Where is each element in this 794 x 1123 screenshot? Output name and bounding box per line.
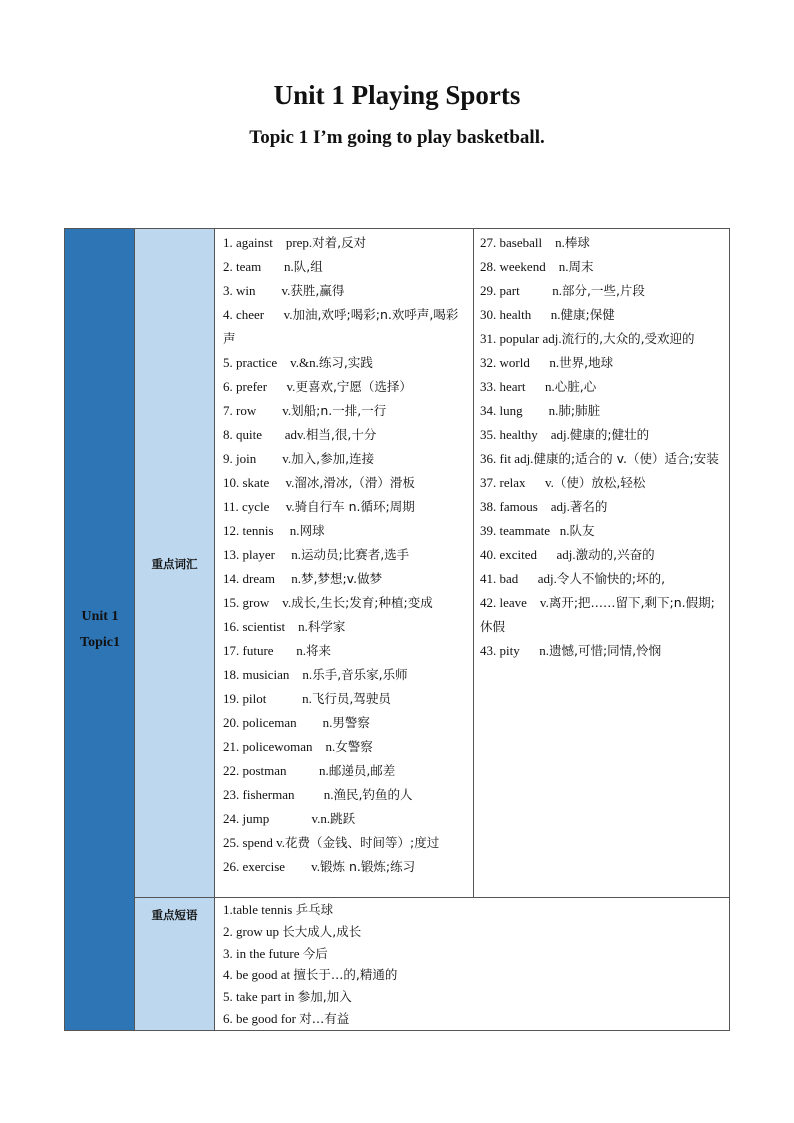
vocab-item xyxy=(480,279,723,303)
entry-chinese: 遗憾,可惜;同情,怜悯 xyxy=(548,643,662,658)
entry-chinese: 网球 xyxy=(299,523,325,538)
entry-chinese: 骑自行车 n.循环;周期 xyxy=(294,499,415,514)
entry-chinese: 参加,加入 xyxy=(297,989,352,1005)
phrase-item xyxy=(223,921,721,943)
entry-english: 38. famous adj. xyxy=(480,499,570,514)
entry-english: 34. lung n. xyxy=(480,403,559,418)
entry-english: 4. be good at xyxy=(223,967,294,983)
vocab-item xyxy=(480,375,723,399)
entry-english: 19. pilot n. xyxy=(223,691,312,706)
entry-chinese: 相当,很,十分 xyxy=(305,427,377,442)
entry-chinese: 部分,一些,片段 xyxy=(561,283,645,298)
entry-chinese: 今后 xyxy=(302,945,328,961)
entry-english: 3. in the future xyxy=(223,945,303,961)
entry-english: 31. popular adj. xyxy=(480,331,562,346)
entry-english: 7. row v. xyxy=(223,403,292,418)
vocab-item xyxy=(480,399,723,423)
entry-english: 6. prefer v. xyxy=(223,379,296,394)
entry-chinese: 擅长于…的,精通的 xyxy=(293,967,398,983)
vocab-item xyxy=(480,447,723,471)
unit-label: Unit 1 xyxy=(81,609,119,624)
vocab-item xyxy=(223,615,465,639)
vocab-item xyxy=(223,783,465,807)
vocab-item xyxy=(480,231,723,255)
phrase-item xyxy=(223,943,721,965)
vocab-item xyxy=(223,735,465,759)
entry-english: 11. cycle v. xyxy=(223,499,295,514)
vocab-item xyxy=(223,519,465,543)
vocab-item xyxy=(223,663,465,687)
entry-chinese: 健康;保健 xyxy=(560,307,615,322)
entry-chinese: 更喜欢,宁愿（选择） xyxy=(295,379,412,394)
entry-chinese: 队友 xyxy=(569,523,595,538)
vocab-item xyxy=(480,255,723,279)
entry-english: 36. fit adj. xyxy=(480,451,534,466)
entry-english: 23. fisherman n. xyxy=(223,787,334,802)
entry-english: 27. baseball n. xyxy=(480,235,565,250)
topic-label: Topic1 xyxy=(80,635,120,650)
vocab-item xyxy=(223,231,465,255)
vocab-item xyxy=(223,639,465,663)
vocab-list-right xyxy=(474,229,729,897)
vocab-item xyxy=(223,807,465,831)
entry-chinese: 划船;n.一排,一行 xyxy=(291,403,387,418)
entry-chinese: 离开;把……留下,剩下;n.假期;休假 xyxy=(480,595,715,634)
entry-chinese: （使）放松,轻松 xyxy=(553,475,646,490)
entry-chinese: 成长,生长;发育;种植;变成 xyxy=(291,595,433,610)
entry-english: 10. skate v. xyxy=(223,475,295,490)
entry-english: 33. heart n. xyxy=(480,379,555,394)
entry-english: 41. bad adj. xyxy=(480,571,557,586)
entry-english: 1. against prep. xyxy=(223,235,313,250)
unit-column xyxy=(65,229,135,1030)
entry-english: 25. spend v. xyxy=(223,835,285,850)
entry-chinese: 激动的,兴奋的 xyxy=(575,547,655,562)
entry-chinese: 周末 xyxy=(568,259,594,274)
vocab-item xyxy=(480,567,723,591)
entry-chinese: 溜冰,滑冰,（滑）滑板 xyxy=(294,475,415,490)
entry-chinese: 流行的,大众的,受欢迎的 xyxy=(561,331,695,346)
entry-chinese: 队,组 xyxy=(293,259,323,274)
entry-english: 18. musician n. xyxy=(223,667,313,682)
entry-chinese: 运动员;比赛者,选手 xyxy=(300,547,410,562)
vocab-item xyxy=(480,303,723,327)
entry-chinese: 梦,梦想;v.做梦 xyxy=(300,571,383,586)
phrase-item xyxy=(223,964,721,986)
vocab-item xyxy=(480,327,723,351)
vocab-item xyxy=(480,423,723,447)
entry-chinese: 将来 xyxy=(306,643,332,658)
vocab-item xyxy=(223,279,465,303)
entry-english: 14. dream n. xyxy=(223,571,301,586)
entry-english: 28. weekend n. xyxy=(480,259,569,274)
vocab-cell xyxy=(215,229,729,898)
entry-chinese: 练习,实践 xyxy=(318,355,373,370)
entry-chinese: 长大成人,成长 xyxy=(282,923,362,939)
entry-english: 5. practice v.&n. xyxy=(223,355,319,370)
entry-chinese: 飞行员,驾驶员 xyxy=(311,691,391,706)
unit-topic-label xyxy=(65,604,135,656)
phrase-heading-cell xyxy=(135,898,215,1030)
entry-english: 43. pity n. xyxy=(480,643,549,658)
entry-english: 8. quite adv. xyxy=(223,427,306,442)
vocab-item xyxy=(223,303,465,351)
vocab-item xyxy=(223,495,465,519)
entry-english: 1.table tennis xyxy=(223,902,296,917)
entry-chinese: 男警察 xyxy=(332,715,370,730)
entry-english: 42. leave v. xyxy=(480,595,549,610)
vocab-item xyxy=(480,543,723,567)
entry-english: 6. be good for xyxy=(223,1010,300,1026)
vocab-item xyxy=(223,855,465,879)
phrase-heading: 重点短语 xyxy=(151,908,198,922)
entry-chinese: 棒球 xyxy=(564,235,590,250)
entry-english: 22. postman n. xyxy=(223,763,329,778)
vocab-list-left xyxy=(215,229,474,897)
entry-chinese: 获胜,赢得 xyxy=(290,283,345,298)
entry-english: 9. join v. xyxy=(223,451,292,466)
entry-english: 40. excited adj. xyxy=(480,547,576,562)
entry-chinese: 乐手,音乐家,乐师 xyxy=(312,667,408,682)
vocab-item xyxy=(480,639,723,663)
entry-english: 24. jump v.n. xyxy=(223,811,331,826)
phrase-item xyxy=(223,1008,721,1030)
vocab-item xyxy=(223,375,465,399)
entry-chinese: 对…有益 xyxy=(299,1010,350,1026)
entry-english: 12. tennis n. xyxy=(223,523,300,538)
entry-english: 3. win v. xyxy=(223,283,291,298)
entry-chinese: 著名的 xyxy=(569,499,608,514)
entry-chinese: 加入,参加,连接 xyxy=(291,451,375,466)
vocab-item xyxy=(223,399,465,423)
vocab-heading: 重点词汇 xyxy=(151,557,198,571)
entry-chinese: 花费（金钱、时间等）;度过 xyxy=(285,835,440,850)
entry-english: 4. cheer v. xyxy=(223,307,293,322)
entry-chinese: 心脏,心 xyxy=(554,379,597,394)
vocab-item xyxy=(480,471,723,495)
vocab-item xyxy=(480,495,723,519)
entry-chinese: 世界,地球 xyxy=(559,355,614,370)
entry-english: 32. world n. xyxy=(480,355,560,370)
vocab-item xyxy=(223,687,465,711)
entry-english: 5. take part in xyxy=(223,989,298,1005)
entry-english: 16. scientist n. xyxy=(223,619,308,634)
entry-english: 2. team n. xyxy=(223,259,294,274)
entry-english: 35. healthy adj. xyxy=(480,427,570,442)
vocab-item xyxy=(223,255,465,279)
entry-english: 39. teammate n. xyxy=(480,523,570,538)
vocab-item xyxy=(480,591,723,639)
entry-chinese: 渔民,钓鱼的人 xyxy=(333,787,413,802)
entry-english: 21. policewoman n. xyxy=(223,739,336,754)
page-title: Unit 1 Playing Sports xyxy=(273,80,521,110)
phrase-item xyxy=(223,899,721,921)
entry-english: 17. future n. xyxy=(223,643,307,658)
vocab-item xyxy=(223,591,465,615)
vocab-item xyxy=(480,351,723,375)
entry-english: 15. grow v. xyxy=(223,595,292,610)
vocab-item xyxy=(223,759,465,783)
entry-english: 2. grow up xyxy=(223,923,283,939)
vocab-item xyxy=(223,351,465,375)
vocab-item xyxy=(223,471,465,495)
entry-chinese: 锻炼 n.锻炼;练习 xyxy=(320,859,416,874)
entry-chinese: 令人不愉快的;坏的, xyxy=(556,571,666,586)
entry-english: 13. player n. xyxy=(223,547,301,562)
entry-english: 37. relax v. xyxy=(480,475,554,490)
entry-chinese: 乒乓球 xyxy=(295,902,334,917)
vocab-item xyxy=(223,711,465,735)
entry-chinese: 加油,欢呼;喝彩;n.欢呼声,喝彩声 xyxy=(223,307,459,346)
entry-chinese: 女警察 xyxy=(335,739,373,754)
vocab-item xyxy=(223,543,465,567)
entry-chinese: 对着,反对 xyxy=(312,235,367,250)
entry-chinese: 科学家 xyxy=(307,619,346,634)
vocab-item xyxy=(223,447,465,471)
vocab-item xyxy=(223,567,465,591)
entry-chinese: 肺;肺脏 xyxy=(558,403,601,418)
entry-english: 30. health n. xyxy=(480,307,561,322)
entry-english: 20. policeman n. xyxy=(223,715,333,730)
vocabulary-table xyxy=(64,228,730,1031)
phrase-list xyxy=(215,898,729,1030)
vocab-item xyxy=(223,423,465,447)
phrase-item xyxy=(223,986,721,1008)
entry-chinese: 健康的;健壮的 xyxy=(569,427,650,442)
vocab-heading-cell xyxy=(135,229,215,898)
entry-chinese: 邮递员,邮差 xyxy=(328,763,396,778)
vocab-item xyxy=(480,519,723,543)
entry-chinese: 健康的;适合的 v.（使）适合;安装 xyxy=(533,451,719,466)
entry-english: 29. part n. xyxy=(480,283,562,298)
entry-english: 26. exercise v. xyxy=(223,859,320,874)
vocab-item xyxy=(223,831,465,855)
entry-chinese: 跳跃 xyxy=(330,811,356,826)
page-subtitle: Topic 1 I’m going to play basketball. xyxy=(249,127,545,148)
